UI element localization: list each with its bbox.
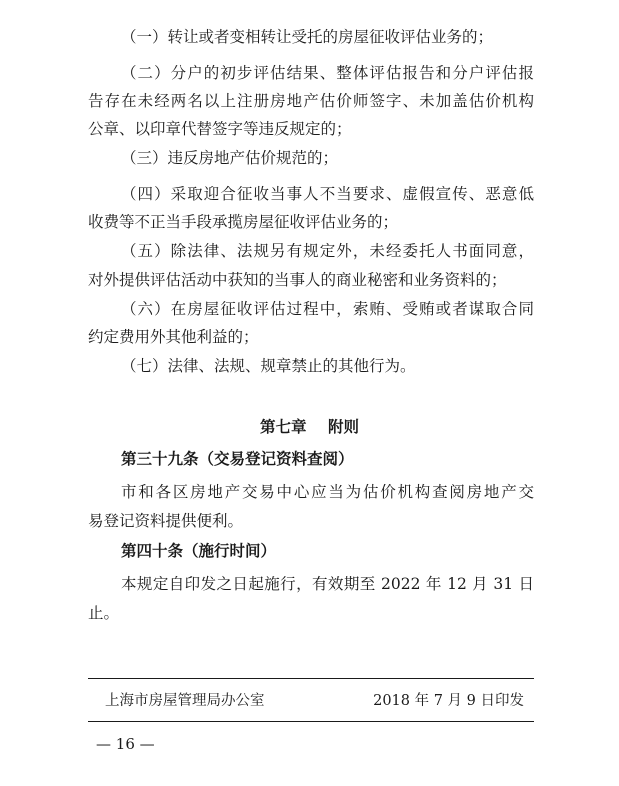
text-line: （一）转让或者变相转让受托的房屋征收评估业务的； bbox=[121, 28, 494, 46]
text-line: 本规定自印发之日起施行，有效期至 2022 年 12 月 31 日 bbox=[121, 575, 534, 593]
chapter-heading bbox=[0, 417, 619, 437]
chapter-title: 附则 bbox=[328, 417, 360, 436]
footer-issuer: 上海市房屋管理局办公室 bbox=[105, 693, 265, 709]
text-line: （六）在房屋征收评估过程中，索贿、受贿或者谋取合同 bbox=[121, 300, 534, 318]
text-line: （三）违反房地产估价规范的； bbox=[121, 149, 339, 167]
footer-date: 2018 年 7 月 9 日印发 bbox=[373, 693, 524, 709]
article-heading: 第三十九条（交易登记资料查阅） bbox=[121, 449, 354, 468]
text-line: 约定费用外其他利益的； bbox=[88, 328, 259, 346]
page-number: — 16 — bbox=[96, 735, 155, 753]
page-number-value: 16 bbox=[115, 735, 135, 753]
text-line: 公章、以印章代替签字等违反规定的； bbox=[88, 120, 352, 138]
text-line: （五）除法律、法规另有规定外，未经委托人书面同意， bbox=[121, 242, 534, 260]
text-line: 止。 bbox=[88, 604, 120, 622]
text-line: （四）采取迎合征收当事人不当要求、虚假宣传、恶意低 bbox=[121, 185, 534, 203]
text-line: 市和各区房地产交易中心应当为估价机构查阅房地产交 bbox=[121, 483, 534, 501]
text-line: （二）分户的初步评估结果、整体评估报告和分户评估报 bbox=[121, 64, 534, 82]
text-line: （七）法律、法规、规章禁止的其他行为。 bbox=[121, 357, 416, 375]
text-line: 易登记资料提供便利。 bbox=[88, 512, 244, 530]
text-line: 告存在未经两名以上注册房地产估价师签字、未加盖估价机构 bbox=[88, 92, 534, 110]
text-line: 收费等不正当手段承揽房屋征收评估业务的； bbox=[88, 213, 399, 231]
footer-bottom-rule bbox=[88, 721, 534, 722]
chapter-number: 第七章 bbox=[259, 417, 307, 436]
footer-top-rule bbox=[88, 678, 534, 679]
text-line: 对外提供评估活动中获知的当事人的商业秘密和业务资料的； bbox=[88, 271, 507, 289]
article-heading: 第四十条（施行时间） bbox=[121, 541, 277, 560]
